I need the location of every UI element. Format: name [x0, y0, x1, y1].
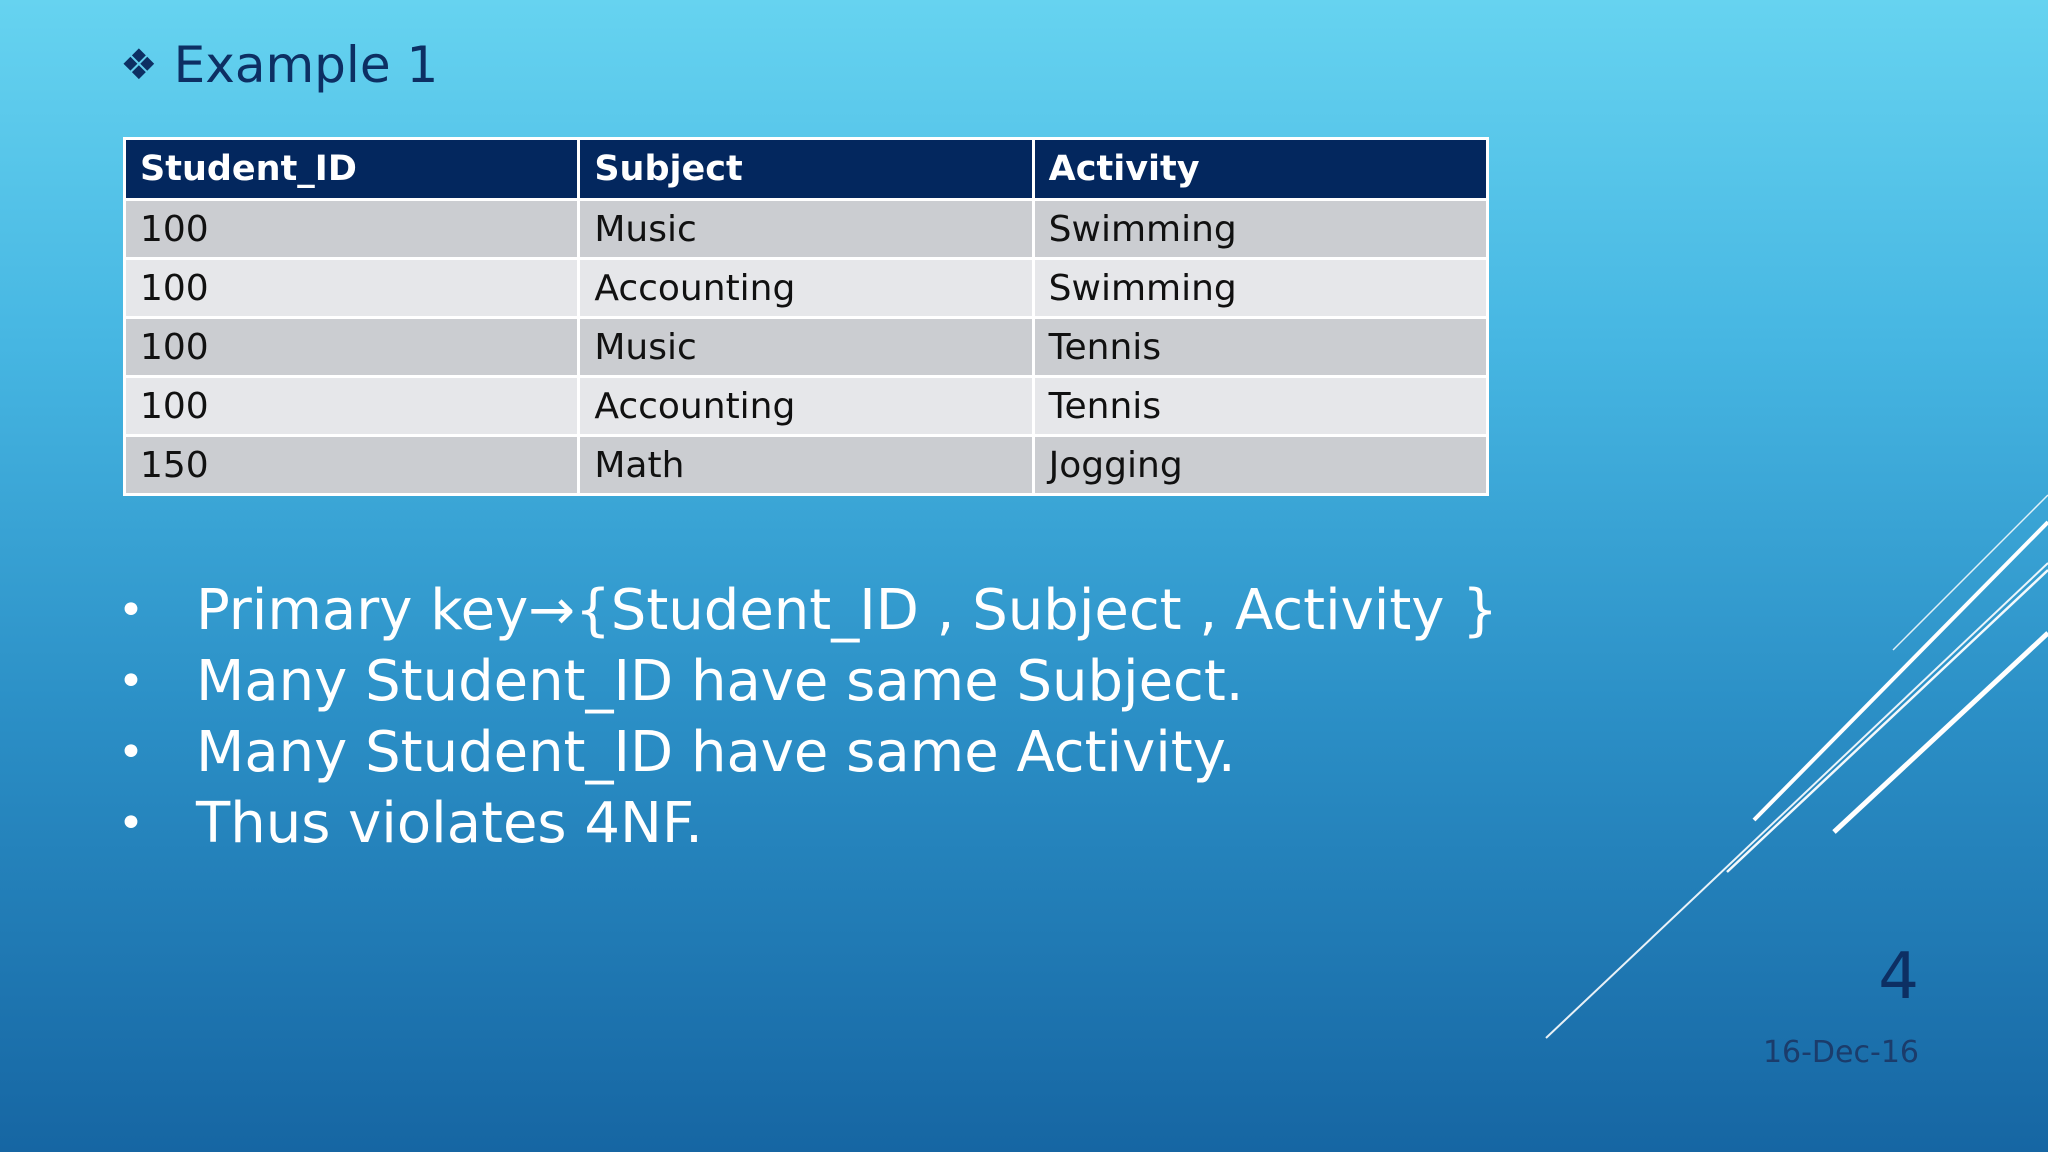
column-header-subject: Subject — [579, 139, 1033, 200]
bullet-dot-icon: • — [118, 585, 144, 636]
subject-cell: Music — [579, 318, 1033, 377]
deco-line — [1893, 495, 2048, 650]
deco-line — [1727, 570, 2048, 872]
bullet-text: Thus violates 4NF. — [196, 791, 703, 856]
student-id-cell: 150 — [125, 436, 579, 495]
diamond-bullet-icon: ❖ — [120, 40, 158, 89]
subject-cell: Music — [579, 200, 1033, 259]
student-id-cell: 100 — [125, 318, 579, 377]
student-id-cell: 100 — [125, 200, 579, 259]
activity-cell: Tennis — [1033, 377, 1487, 436]
activity-cell: Tennis — [1033, 318, 1487, 377]
bullet-dot-icon: • — [118, 656, 144, 707]
activity-cell: Swimming — [1033, 259, 1487, 318]
page-number: 4 — [1878, 940, 1919, 1014]
subject-cell: Accounting — [579, 259, 1033, 318]
student-id-cell: 100 — [125, 377, 579, 436]
activity-cell: Swimming — [1033, 200, 1487, 259]
slide-title: Example 1 — [173, 36, 439, 94]
student-id-cell: 100 — [125, 259, 579, 318]
column-header-activity: Activity — [1033, 139, 1487, 200]
bullet-text: Many Student_ID have same Activity. — [196, 720, 1236, 785]
activity-cell: Jogging — [1033, 436, 1487, 495]
subject-cell: Math — [579, 436, 1033, 495]
bullet-text: Many Student_ID have same Subject. — [196, 649, 1244, 714]
column-header-student-id: Student_ID — [125, 139, 579, 200]
bullet-dot-icon: • — [118, 727, 144, 778]
slide-date: 16-Dec-16 — [1762, 1035, 1919, 1070]
bullet-text: Primary key→{Student_ID , Subject , Activity } — [196, 578, 1498, 643]
deco-line — [1546, 563, 2048, 1038]
deco-line — [1834, 633, 2048, 832]
bullet-dot-icon: • — [118, 798, 144, 849]
subject-cell: Accounting — [579, 377, 1033, 436]
